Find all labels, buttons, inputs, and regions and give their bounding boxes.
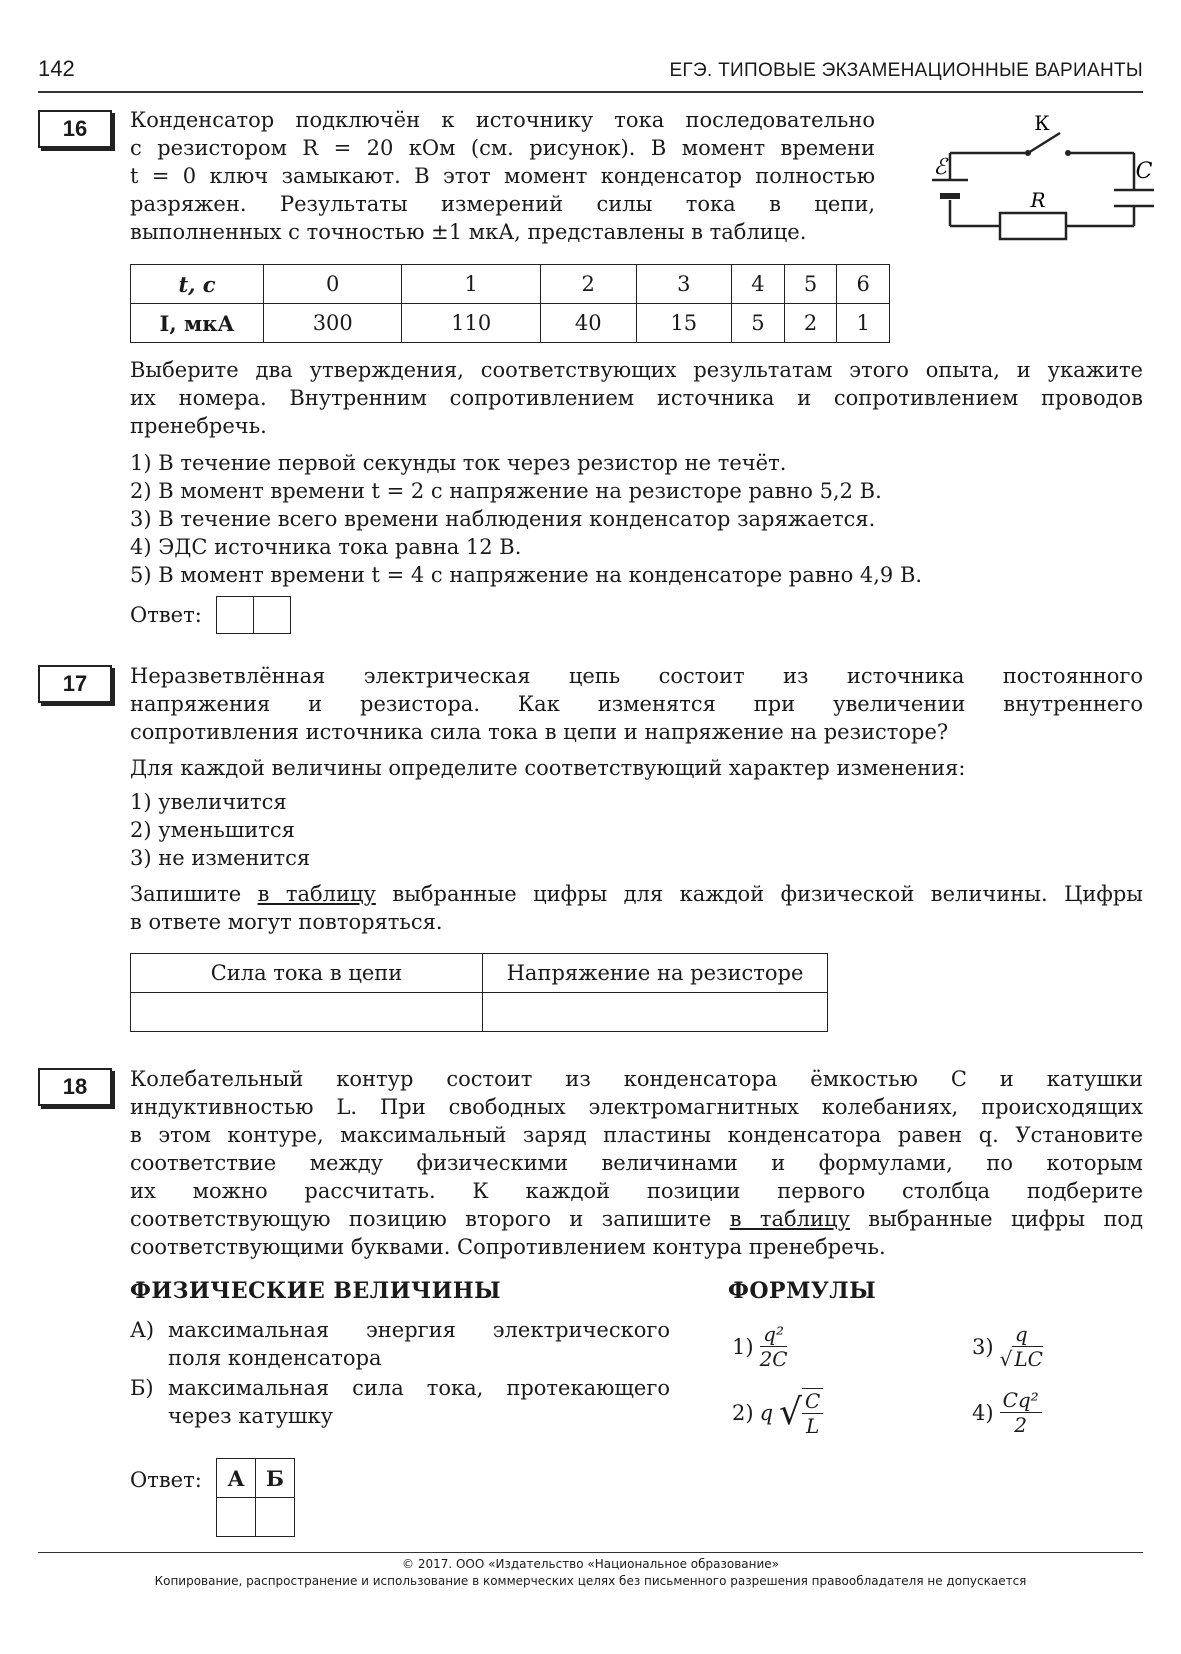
q16-answer-label: Ответ: <box>130 603 202 627</box>
q16-option: 2) В момент времени t = 2 с напряжение на резисторе равно 5,2 В. <box>130 479 882 503</box>
fraction-denominator: 2 <box>1014 1413 1027 1437</box>
key-label: К <box>1034 111 1050 135</box>
q17-option: 2) уменьшится <box>130 818 295 842</box>
table-cell: 5 <box>784 265 837 304</box>
answer-cell[interactable] <box>217 1498 256 1537</box>
question-17-number: 17 <box>38 665 112 703</box>
table-header-cell: Сила тока в цепи <box>131 954 483 993</box>
answer-cell[interactable] <box>131 993 483 1032</box>
table-cell: 2 <box>540 265 636 304</box>
table-row <box>217 1459 295 1498</box>
table-cell: 6 <box>837 265 890 304</box>
quantity-text: максимальная сила тока, протекающего <box>168 1376 670 1400</box>
fraction-denominator: √ LC <box>999 1347 1043 1371</box>
q16-instruction-line: их номера. Внутренним сопротивлением источника и сопротивлением проводов <box>130 386 1143 410</box>
formula-label: 2) <box>732 1401 754 1425</box>
q17-write-line <box>130 880 1143 908</box>
quantity-text: поля конденсатора <box>168 1346 382 1370</box>
fraction-denominator: L <box>805 1414 820 1438</box>
q16-instruction <box>130 356 1143 440</box>
answer-header-cell: Б <box>256 1459 295 1498</box>
quantity-text: через катушку <box>168 1404 333 1428</box>
table-row <box>131 304 890 343</box>
circuit-diagram <box>920 108 1153 258</box>
formula-1 <box>732 1322 788 1371</box>
q18-line6-rest: выбранные цифры под <box>849 1207 1144 1231</box>
table-row-header: t, с <box>131 265 264 304</box>
formula-4 <box>972 1388 1042 1437</box>
table-reference-link: в таблицу <box>729 1207 850 1231</box>
answer-cell[interactable] <box>254 597 290 633</box>
question-18-number: 18 <box>38 1068 112 1106</box>
formula-label: 4) <box>972 1400 994 1425</box>
q16-option: 4) ЭДС источника тока равна 12 В. <box>130 535 522 559</box>
q17-prompt: Для каждой величины определите соответствующий характер изменения: <box>130 756 966 780</box>
q17-text-line: Неразветвлённая электрическая цепь состоит из источника постоянного <box>130 664 1143 688</box>
q16-option: 1) В течение первой секунды ток через резистор не течёт. <box>130 451 787 475</box>
q16-instruction-line: пренебречь. <box>130 414 267 438</box>
q18-text-line: индуктивностью L. При свободных электромагнитных колебаниях, происходящих <box>130 1095 1143 1119</box>
fraction <box>1000 1322 1043 1371</box>
quantity-a <box>130 1316 670 1372</box>
col1-heading: ФИЗИЧЕСКИЕ ВЕЛИЧИНЫ <box>130 1278 502 1304</box>
quantity-letter: Б) <box>130 1376 154 1400</box>
q18-text-line: соответствующими буквами. Сопротивлением контура пренебречь. <box>130 1235 886 1259</box>
q18-answer-label: Ответ: <box>130 1468 202 1492</box>
q18-text-line: в этом контуре, максимальный заряд пластины конденсатора равен q. Установите <box>130 1123 1143 1147</box>
q16-options <box>130 449 1143 589</box>
fraction-numerator: q <box>1012 1322 1031 1347</box>
q17-option: 3) не изменится <box>130 846 311 870</box>
resistor-label: R <box>1030 188 1046 212</box>
quantity-text: максимальная энергия электрического <box>168 1318 670 1342</box>
quantity-letter: А) <box>130 1318 155 1342</box>
formula-3 <box>972 1322 1043 1371</box>
header-divider <box>38 91 1143 93</box>
q16-option: 3) В течение всего времени наблюдения конденсатор заряжается. <box>130 507 876 531</box>
q18-line6-prefix: соответствующую позицию второго и запишите <box>130 1207 730 1231</box>
q17-option: 1) увеличится <box>130 790 287 814</box>
question-17-text <box>130 662 1143 746</box>
capacitor-label: C <box>1135 159 1153 184</box>
q16-instruction-line: Выберите два утверждения, соответствующих результатам этого опыта, и укажите <box>130 358 1143 382</box>
q17-text-line: напряжения и резистора. Как изменятся при увеличении внутреннего <box>130 692 1143 716</box>
footer-notice: Копирование, распространение и использование в коммерческих целях без письменного разрешения правообладателя не допускается <box>154 1574 1027 1588</box>
table-cell: 40 <box>540 304 636 343</box>
q16-measurements-table <box>130 264 890 343</box>
fraction <box>760 1322 788 1371</box>
answer-header-cell: А <box>217 1459 256 1498</box>
key-switch <box>1028 133 1060 153</box>
formula-coefficient: q <box>759 1401 774 1425</box>
running-header-title: ЕГЭ. ТИПОВЫЕ ЭКЗАМЕНАЦИОННЫЕ ВАРИАНТЫ <box>669 60 1143 81</box>
q17-answer-table[interactable] <box>130 953 828 1032</box>
q16-option: 5) В момент времени t = 4 с напряжение на конденсаторе равно 4,9 В. <box>130 563 923 587</box>
q18-text-line: Колебательный контур состоит из конденсатора ёмкостью C и катушки <box>130 1067 1143 1091</box>
page-number: 142 <box>38 56 75 81</box>
table-cell: 1 <box>402 265 540 304</box>
key-contact <box>1025 150 1031 156</box>
table-cell: 300 <box>264 304 402 343</box>
question-16-intro <box>130 106 875 246</box>
q17-write-instruction <box>130 880 1143 936</box>
q16-intro-line: разряжен. Результаты измерений силы тока в цепи, <box>130 192 875 216</box>
footer-copyright: © 2017. ООО «Издательство «Национальное образование» <box>402 1557 779 1571</box>
fraction <box>1000 1388 1042 1437</box>
q18-text-line: их можно рассчитать. К каждой позиции первого столбца подберите <box>130 1179 1143 1203</box>
fraction <box>802 1388 823 1438</box>
table-cell: 5 <box>732 304 785 343</box>
answer-cell[interactable] <box>256 1498 295 1537</box>
table-cell: 1 <box>837 304 890 343</box>
q16-intro-line: Конденсатор подключён к источнику тока последовательно <box>130 108 875 132</box>
fraction-denominator: 2C <box>759 1347 788 1371</box>
q18-text-line <box>130 1205 1143 1233</box>
table-header-cell: Напряжение на резисторе <box>483 954 828 993</box>
formula-2 <box>732 1388 823 1438</box>
sqrt-sign: √ <box>779 1392 802 1433</box>
table-cell: 110 <box>402 304 540 343</box>
fraction-numerator: q² <box>760 1322 787 1347</box>
table-cell: 15 <box>636 304 732 343</box>
question-16-number: 16 <box>38 110 112 148</box>
q16-intro-line: t = 0 ключ замыкают. В этот момент конденсатор полностью <box>130 164 875 188</box>
table-cell: 4 <box>732 265 785 304</box>
table-row <box>131 954 828 993</box>
key-contact <box>1065 150 1071 156</box>
emf-label: ℰ <box>933 155 947 180</box>
q17-text-line: сопротивления источника сила тока в цепи и напряжение на резисторе? <box>130 720 949 744</box>
table-row <box>217 1498 295 1537</box>
q18-text-line: соответствие между физическими величинами и формулами, по которым <box>130 1151 1143 1175</box>
fraction-numerator: Cq² <box>1000 1388 1042 1413</box>
formula-label: 1) <box>732 1334 754 1359</box>
q17-write-prefix: Запишите <box>130 882 258 906</box>
table-cell: 2 <box>784 304 837 343</box>
q16-answer-boxes[interactable] <box>216 596 291 634</box>
table-row <box>131 265 890 304</box>
q16-intro-line: выполненных с точностью ±1 мкА, представлены в таблице. <box>130 220 807 244</box>
fraction-numerator: C <box>802 1389 823 1414</box>
table-row-header: I, мкА <box>131 304 264 343</box>
table-cell: 0 <box>264 265 402 304</box>
resistor <box>1000 213 1066 239</box>
q16-intro-line: с резистором R = 20 кОм (см. рисунок). В момент времени <box>130 136 875 160</box>
col2-heading: ФОРМУЛЫ <box>728 1278 877 1304</box>
question-18-text <box>130 1065 1143 1261</box>
table-reference-link: в таблицу <box>257 882 376 906</box>
quantity-b <box>130 1374 670 1430</box>
answer-cell[interactable] <box>217 597 254 633</box>
table-cell: 3 <box>636 265 732 304</box>
radicand: LC <box>1014 1347 1043 1371</box>
q17-write-rest: выбранные цифры для каждой физической величины. Цифры <box>375 882 1143 906</box>
formula-label: 3) <box>972 1334 994 1359</box>
answer-cell[interactable] <box>483 993 828 1032</box>
q17-options <box>130 788 310 872</box>
q18-answer-table[interactable] <box>216 1458 295 1537</box>
footer-divider <box>38 1552 1143 1553</box>
q17-write-line: в ответе могут повторяться. <box>130 910 443 934</box>
table-row <box>131 993 828 1032</box>
